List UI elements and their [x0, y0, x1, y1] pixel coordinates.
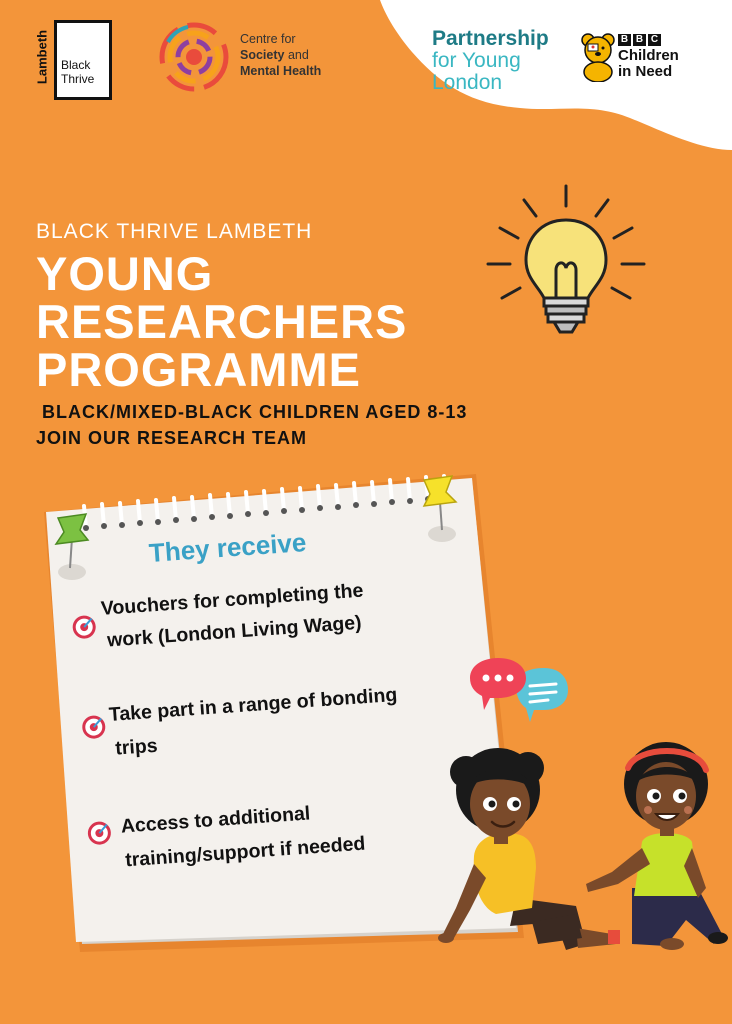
- benefit-3-line-2: training/support if needed: [124, 832, 367, 872]
- pyl-line-3: London: [432, 71, 503, 94]
- kicker-text: BLACK THRIVE LAMBETH: [36, 220, 313, 243]
- benefit-1-line-2: work (London Living Wage): [106, 611, 363, 652]
- pyl-line-1: Partnership: [432, 27, 549, 50]
- chat-bubble-icon: [466, 656, 572, 738]
- csmh-line-1: Centre for: [240, 32, 296, 46]
- bbc-letter-3: C: [648, 34, 661, 46]
- target-icon: [71, 614, 97, 640]
- title-line-1: YOUNG: [36, 247, 214, 300]
- yellow-pushpin-icon: [416, 472, 466, 548]
- csmh-line-3: Mental Health: [240, 64, 322, 78]
- benefit-2-line-1: Take part in a range of bonding: [108, 683, 398, 726]
- benefit-3-line-1: Access to additional: [120, 802, 311, 838]
- cta-text: JOIN OUR RESEARCH TEAM: [36, 428, 308, 448]
- card-title: They receive: [148, 527, 308, 568]
- children-illustration: [436, 738, 732, 968]
- pyl-line-2: for Young: [432, 49, 521, 72]
- csmh-line-2-rest: and: [287, 48, 309, 62]
- eligibility-text: BLACK/MIXED-BLACK CHILDREN AGED 8-13: [42, 402, 468, 422]
- black-thrive-word-1: Black: [61, 58, 91, 72]
- green-pushpin-icon: [50, 508, 100, 584]
- benefit-1-line-1: Vouchers for completing the: [100, 579, 365, 620]
- lambeth-wordmark: Lambeth: [34, 29, 50, 85]
- bbc-letter-1: B: [618, 34, 631, 46]
- cin-line-2: in Need: [618, 63, 673, 80]
- benefit-2-line-2: trips: [114, 734, 159, 760]
- target-icon: [81, 714, 107, 740]
- title-line-2: RESEARCHERS: [36, 295, 408, 348]
- csmh-line-2-bold: Society: [240, 48, 285, 62]
- girl-figure: [586, 742, 728, 950]
- cin-line-1: Children: [618, 47, 679, 64]
- black-thrive-word-2: Thrive: [61, 72, 95, 86]
- bbc-letter-2: B: [633, 34, 646, 46]
- target-icon: [87, 820, 113, 846]
- boy-figure: [438, 748, 620, 950]
- title-line-3: PROGRAMME: [36, 343, 361, 396]
